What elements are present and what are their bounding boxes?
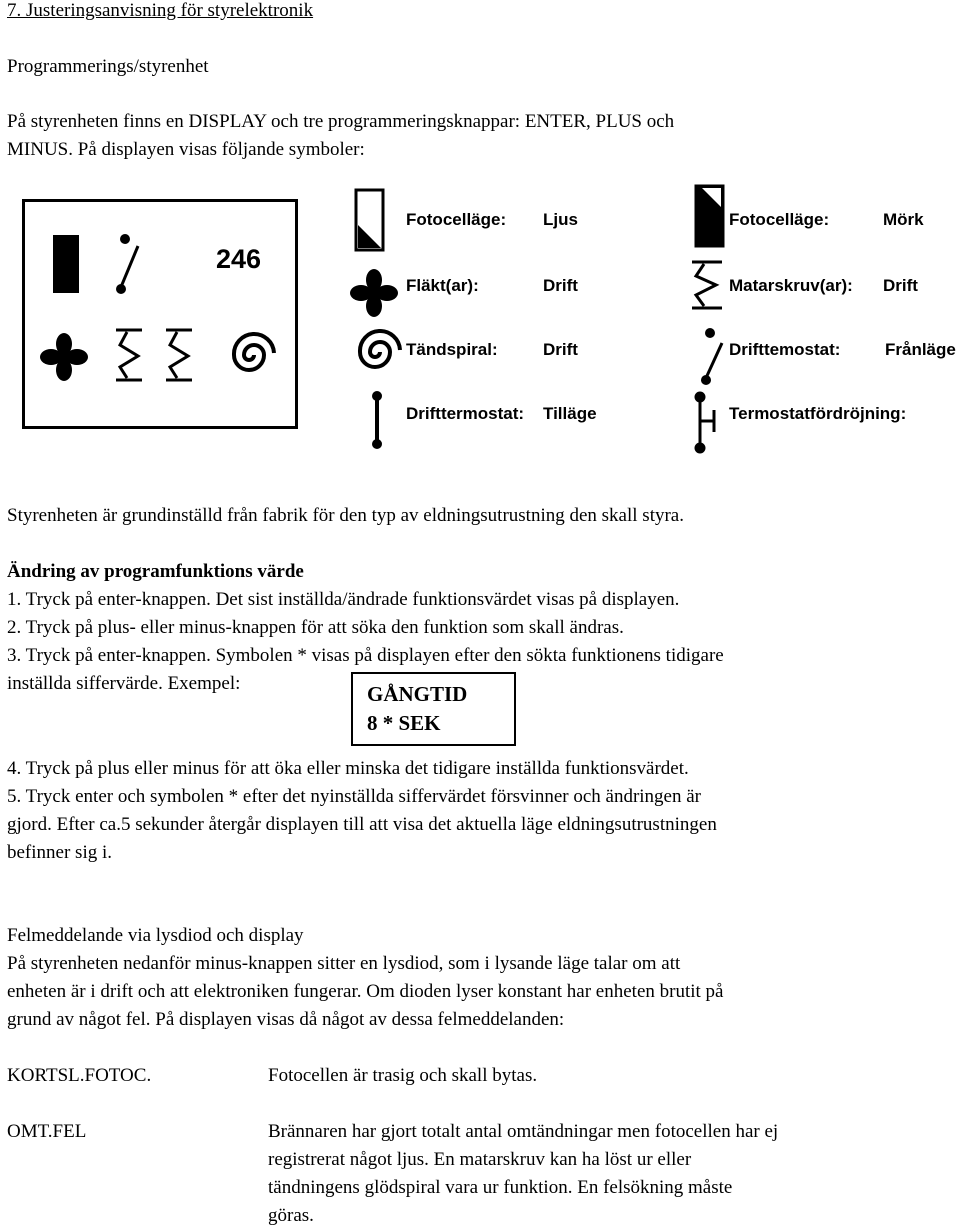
page-heading: 7. Justeringsanvisning för styrelektronik [7,0,314,21]
error-intro-3: grund av något fel. På displayen visas då något av dessa felmeddelanden: [7,1009,565,1030]
step-5-cont: gjord. Efter ca.5 sekunder återgår displayen till att visa det aktuella läge eldningsutrustningen [7,814,717,835]
legend-tandspiral-label: Tändspiral: [406,340,498,359]
step-5: 5. Tryck enter och symbolen * efter det nyinställda siffervärdet försvinner och ändringen är [7,786,702,807]
step-2: 2. Tryck på plus- eller minus-knappen för att söka den funktion som skall ändras. [7,617,624,638]
error-description: Brännaren har gjort totalt antal omtändningar men fotocellen har ej [268,1121,779,1142]
legend-fotocell-mork-label: Fotocelläge: [729,210,830,229]
fan-icon [40,333,88,381]
legend-matarskruv-label: Matarskruv(ar): [729,276,853,295]
spiral-icon [360,331,400,367]
step-3-cont: inställda siffervärde. Exempel: [7,673,241,694]
legend-matarskruv-value: Drift [883,276,918,295]
legend-fotocell-mork-value: Mörk [883,210,924,229]
error-description: registrerat något ljus. En matarskruv kan ha löst ur eller [268,1149,692,1170]
error-code: KORTSL.FOTOC. [7,1065,152,1086]
error-description: Fotocellen är trasig och skall bytas. [268,1065,538,1086]
thermostat-on-icon [372,391,382,449]
thermostat-delay-icon [696,393,714,452]
factory-note: Styrenheten är grundinställd från fabrik för den typ av eldningsutrustning den skall styra. [7,505,684,526]
photocell-light-icon [356,190,383,250]
photocell-dark-icon [53,235,79,293]
error-intro-2: enheten är i drift och att elektroniken fungerar. Om dioden lyser konstant har enheten brutit på [7,981,724,1002]
feed-screw-icon [166,330,192,380]
feed-screw-icon [116,330,142,380]
photocell-dark-icon [696,186,723,246]
legend-termostatfordrojning-label: Termostatfördröjning: [729,404,907,423]
example-line-2: 8 * SEK [367,711,441,735]
step-5-end: befinner sig i. [7,842,113,863]
step-3: 3. Tryck på enter-knappen. Symbolen * visas på displayen efter den sökta funktionens tidigare [7,645,724,666]
step-4: 4. Tryck på plus eller minus för att öka eller minska det tidigare inställda funktionsvärdet. [7,758,689,779]
error-description: göras. [268,1205,314,1226]
fan-icon [350,269,398,317]
spiral-icon [234,334,274,370]
change-heading: Ändring av programfunktions värde [7,561,304,582]
legend-flakt-value: Drift [543,276,578,295]
legend-drifttermostat-value: Tilläge [543,404,597,423]
legend-drifttemostat-value: Frånläge [885,340,956,359]
intro-line-1: På styrenheten finns en DISPLAY och tre programmeringsknappar: ENTER, PLUS och [7,111,675,132]
intro-line-2: MINUS. På displayen visas följande symboler: [7,139,365,160]
legend-tandspiral-value: Drift [543,340,578,359]
example-display [351,672,516,746]
example-line-1: GÅNGTID [367,682,468,706]
error-description: tändningens glödspiral vara ur funktion. En felsökning måste [268,1177,733,1198]
display-number: 246 [216,244,262,274]
legend-drifttemostat-label: Drifttemostat: [729,340,841,359]
legend-drifttermostat-label: Drifttermostat: [406,404,525,423]
thermostat-off-icon [116,234,138,294]
error-intro-1: På styrenheten nedanför minus-knappen sitter en lysdiod, som i lysande läge talar om att [7,953,681,974]
legend-flakt-label: Fläkt(ar): [406,276,479,295]
error-code: OMT.FEL [7,1121,87,1142]
error-heading: Felmeddelande via lysdiod och display [7,925,304,946]
feed-screw-icon [692,262,722,308]
legend-fotocell-ljus-label: Fotocelläge: [406,210,507,229]
section-title: Programmerings/styrenhet [7,56,209,77]
legend-fotocell-ljus-value: Ljus [543,210,578,229]
thermostat-off-icon [701,328,722,385]
step-1: 1. Tryck på enter-knappen. Det sist inställda/ändrade funktionsvärdet visas på displayen. [7,589,680,610]
